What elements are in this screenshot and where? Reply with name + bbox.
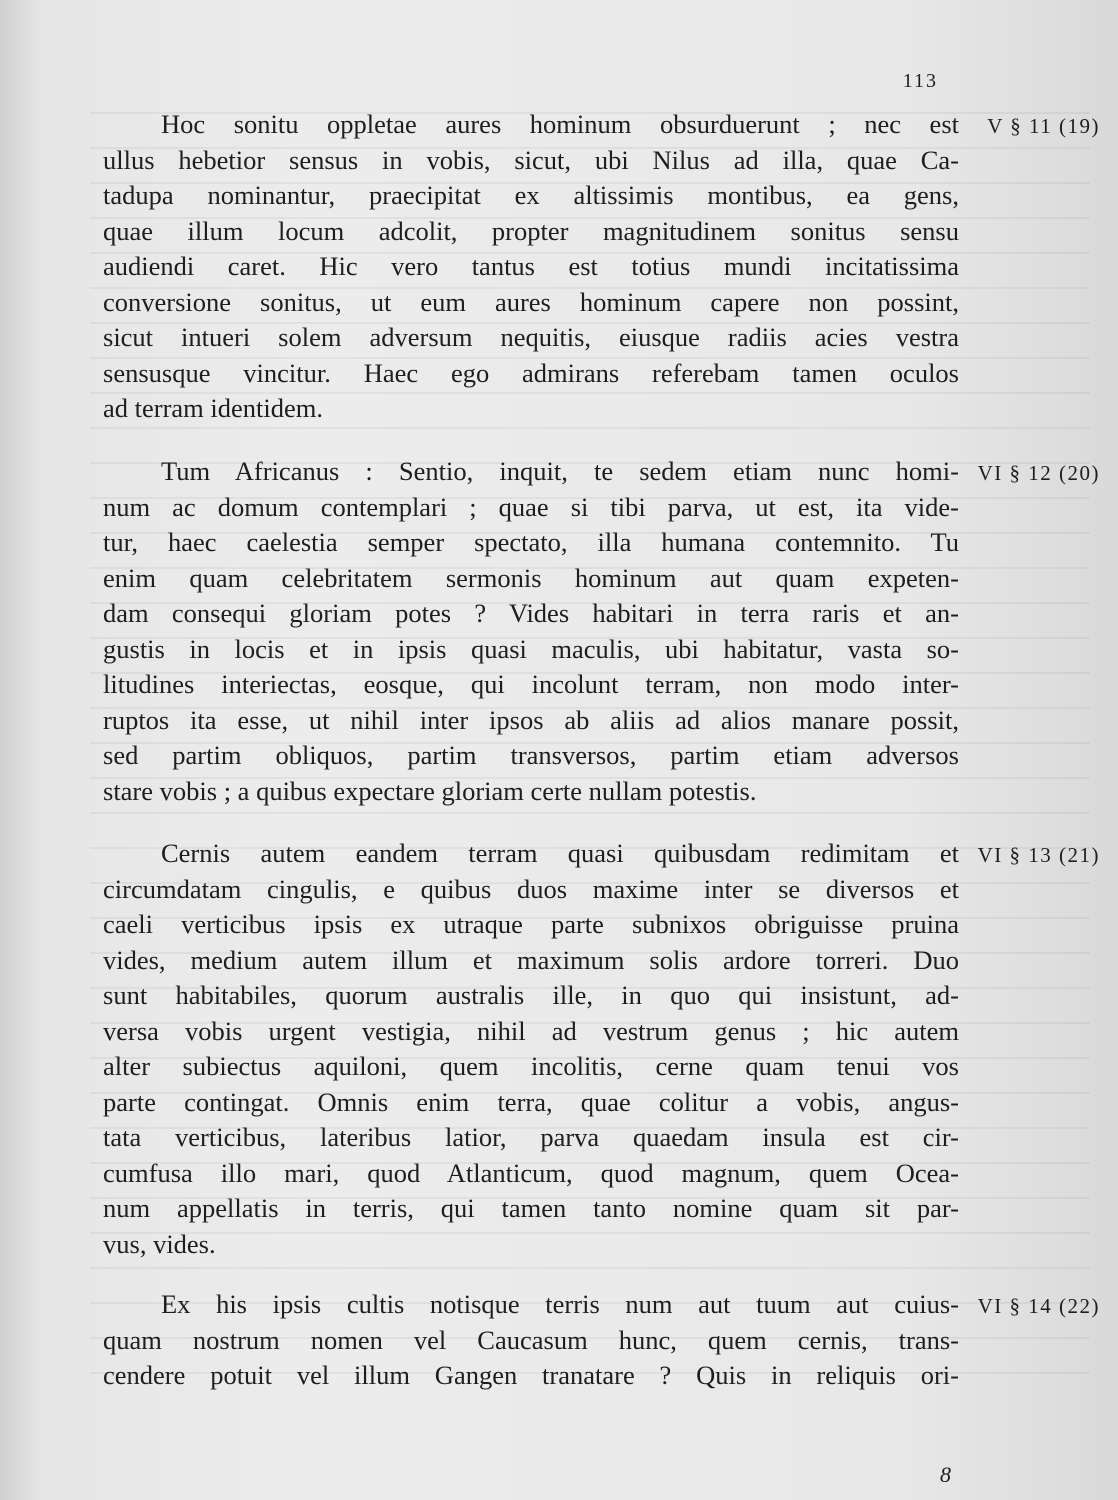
text-line: cendere potuit vel illum Gangen tranatare ? Quis in reliquis ori- — [103, 1360, 959, 1390]
text-line: tadupa nominantur, praecipitat ex altissimis montibus, ea gens, — [103, 180, 959, 210]
text-line: num ac domum contemplari ; quae si tibi parva, ut est, ita vide- — [103, 491, 959, 522]
text-line: alter subiectus aquiloni, quem incolitis, cerne quam tenui vos — [103, 1051, 959, 1081]
text-line: vides, medium autem illum et maximum solis ardore torreri. Duo — [103, 944, 959, 975]
paragraph — [103, 1287, 959, 1394]
marginal-reference: VI § 14 (22) — [977, 1294, 1100, 1318]
text-line: parte contingat. Omnis enim terra, quae colitur a vobis, angus- — [103, 1086, 959, 1117]
paragraph — [103, 107, 959, 427]
text-line: circumdatam cingulis, e quibus duos maxime inter se diversos et — [103, 873, 959, 904]
text-line: sunt habitabiles, quorum australis ille, in quo qui insistunt, ad- — [103, 980, 959, 1010]
text-line: sicut intueri solem adversum nequitis, eiusque radiis acies vestra — [103, 322, 959, 352]
text-line: gustis in locis et in ipsis quasi maculis, ubi habitatur, vasta so- — [103, 633, 959, 664]
paragraph — [103, 454, 959, 809]
text-line: quam nostrum nomen vel Caucasum hunc, quem cernis, trans- — [103, 1324, 959, 1355]
text-line: conversione sonitus, ut eum aures hominum capere non possint, — [103, 286, 959, 317]
text-line: num appellatis in terris, qui tamen tanto nomine quam sit par- — [103, 1193, 959, 1223]
text-line: ruptos ita esse, ut nihil inter ipsos ab aliis ad alios manare possit, — [103, 704, 959, 735]
text-line: sensusque vincitur. Haec ego admirans referebam tamen oculos — [103, 357, 959, 388]
text-line: quae illum locum adcolit, propter magnitudinem sonitus sensu — [103, 215, 959, 246]
text-line: ullus hebetior sensus in vobis, sicut, ubi Nilus ad illa, quae Ca- — [103, 144, 959, 175]
text-line: Hoc sonitu oppletae aures hominum obsurduerunt ; nec est — [161, 109, 959, 139]
text-line: audiendi caret. Hic vero tantus est totius mundi incitatissima — [103, 251, 959, 281]
text-line: tur, haec caelestia semper spectato, illa humana contemnito. Tu — [103, 527, 959, 557]
text-line: sed partim obliquos, partim transversos, partim etiam adversos — [103, 740, 959, 770]
text-line: tata verticibus, lateribus latior, parva quaedam insula est cir- — [103, 1122, 959, 1152]
text-line: litudines interiectas, eosque, qui incolunt terram, non modo inter- — [103, 669, 959, 699]
text-line: ad terram identidem. — [103, 393, 324, 423]
text-line: caeli verticibus ipsis ex utraque parte subnixos obriguisse pruina — [103, 909, 959, 939]
text-line: vus, vides. — [103, 1228, 216, 1259]
paragraph — [103, 836, 959, 1262]
text-line: Tum Africanus : Sentio, inquit, te sedem etiam nunc homi- — [161, 456, 959, 486]
text-line: stare vobis ; a quibus expectare gloriam certe nullam potestis. — [103, 775, 757, 806]
text-line: Cernis autem eandem terram quasi quibusdam redimitam et — [161, 838, 959, 868]
text-line: enim quam celebritatem sermonis hominum aut quam expeten- — [103, 562, 959, 593]
marginal-reference: VI § 13 (21) — [977, 843, 1100, 867]
text-line: cumfusa illo mari, quod Atlanticum, quod magnum, quem Ocea- — [103, 1157, 959, 1188]
signature-mark: 8 — [940, 1462, 951, 1487]
text-line: Ex his ipsis cultis notisque terris num aut tuum aut cuius- — [161, 1289, 959, 1319]
marginal-reference: VI § 12 (20) — [977, 461, 1100, 485]
text-line: dam consequi gloriam potes ? Vides habitari in terra raris et an- — [103, 598, 959, 628]
text-line: versa vobis urgent vestigia, nihil ad vestrum genus ; hic autem — [103, 1015, 959, 1046]
page-number: 113 — [902, 70, 938, 92]
marginal-reference: V § 11 (19) — [987, 114, 1100, 138]
